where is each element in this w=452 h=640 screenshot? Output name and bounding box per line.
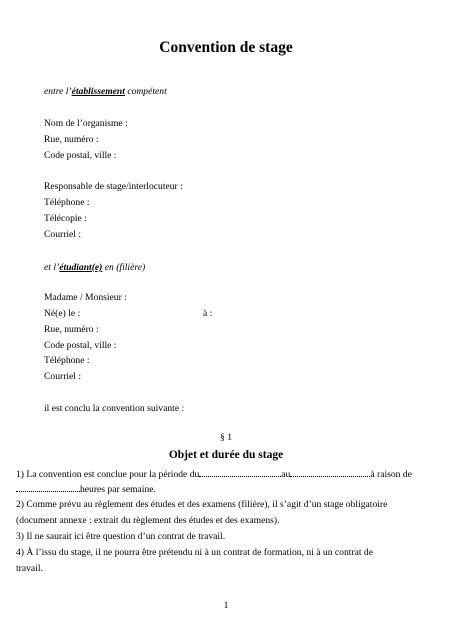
section-number: § 1 (220, 432, 232, 443)
birthdate-label: Né(e) le : (44, 308, 81, 319)
civility-label: Madame / Monsieur : (44, 292, 127, 303)
concluded-statement: il est conclu la convention suivante : (44, 403, 185, 414)
document-title: Convention de stage (159, 39, 293, 56)
clause-4-line-1: 4) À l’issu du stage, il ne pourra être prétendu ni à un contrat de formation, ni à un contrat de (16, 547, 373, 558)
org-email-label: Courriel : (44, 229, 82, 240)
page-number: 1 (223, 600, 229, 611)
clause-4-line-2: travail. (16, 563, 43, 574)
org-phone-label: Téléphone : (44, 197, 90, 208)
student-email-label: Courriel : (44, 371, 82, 382)
birthplace-label: à : (203, 308, 213, 319)
period-start-blank (199, 467, 281, 477)
clause-1-hours: heures par semaine. (16, 482, 156, 496)
clause-3: 3) Il ne saurait ici être question d’un contrat de travail. (16, 531, 226, 542)
section-title: Objet et durée du stage (168, 449, 284, 461)
clause-2-line-2: (document annexe : extrait du règlement des études et des examens). (16, 515, 280, 526)
hours-blank (16, 482, 80, 492)
org-fax-label: Télécopie : (44, 213, 87, 224)
student-heading: et l’étudiant(e) en (filière) (44, 262, 146, 273)
supervisor-label: Responsable de stage/interlocuteur : (44, 181, 183, 192)
student-phone-label: Téléphone : (44, 355, 90, 366)
establishment-heading: entre l’établissement compétent (44, 86, 167, 97)
org-name-label: Nom de l’organisme : (44, 118, 128, 129)
clause-2-line-1: 2) Comme prévu au règlement des études et des examens (filière), il s’agit d’un stage obligatoire (16, 499, 388, 510)
student-street-label: Rue, numéro : (44, 324, 99, 335)
period-end-blank (290, 467, 370, 477)
clause-1-rate: à raison de (370, 469, 412, 480)
clause-1: 1) La convention est conclue pour la période du au à raison de (16, 467, 438, 481)
student-city-label: Code postal, ville : (44, 340, 117, 351)
org-city-label: Code postal, ville : (44, 150, 117, 161)
org-street-label: Rue, numéro : (44, 134, 99, 145)
